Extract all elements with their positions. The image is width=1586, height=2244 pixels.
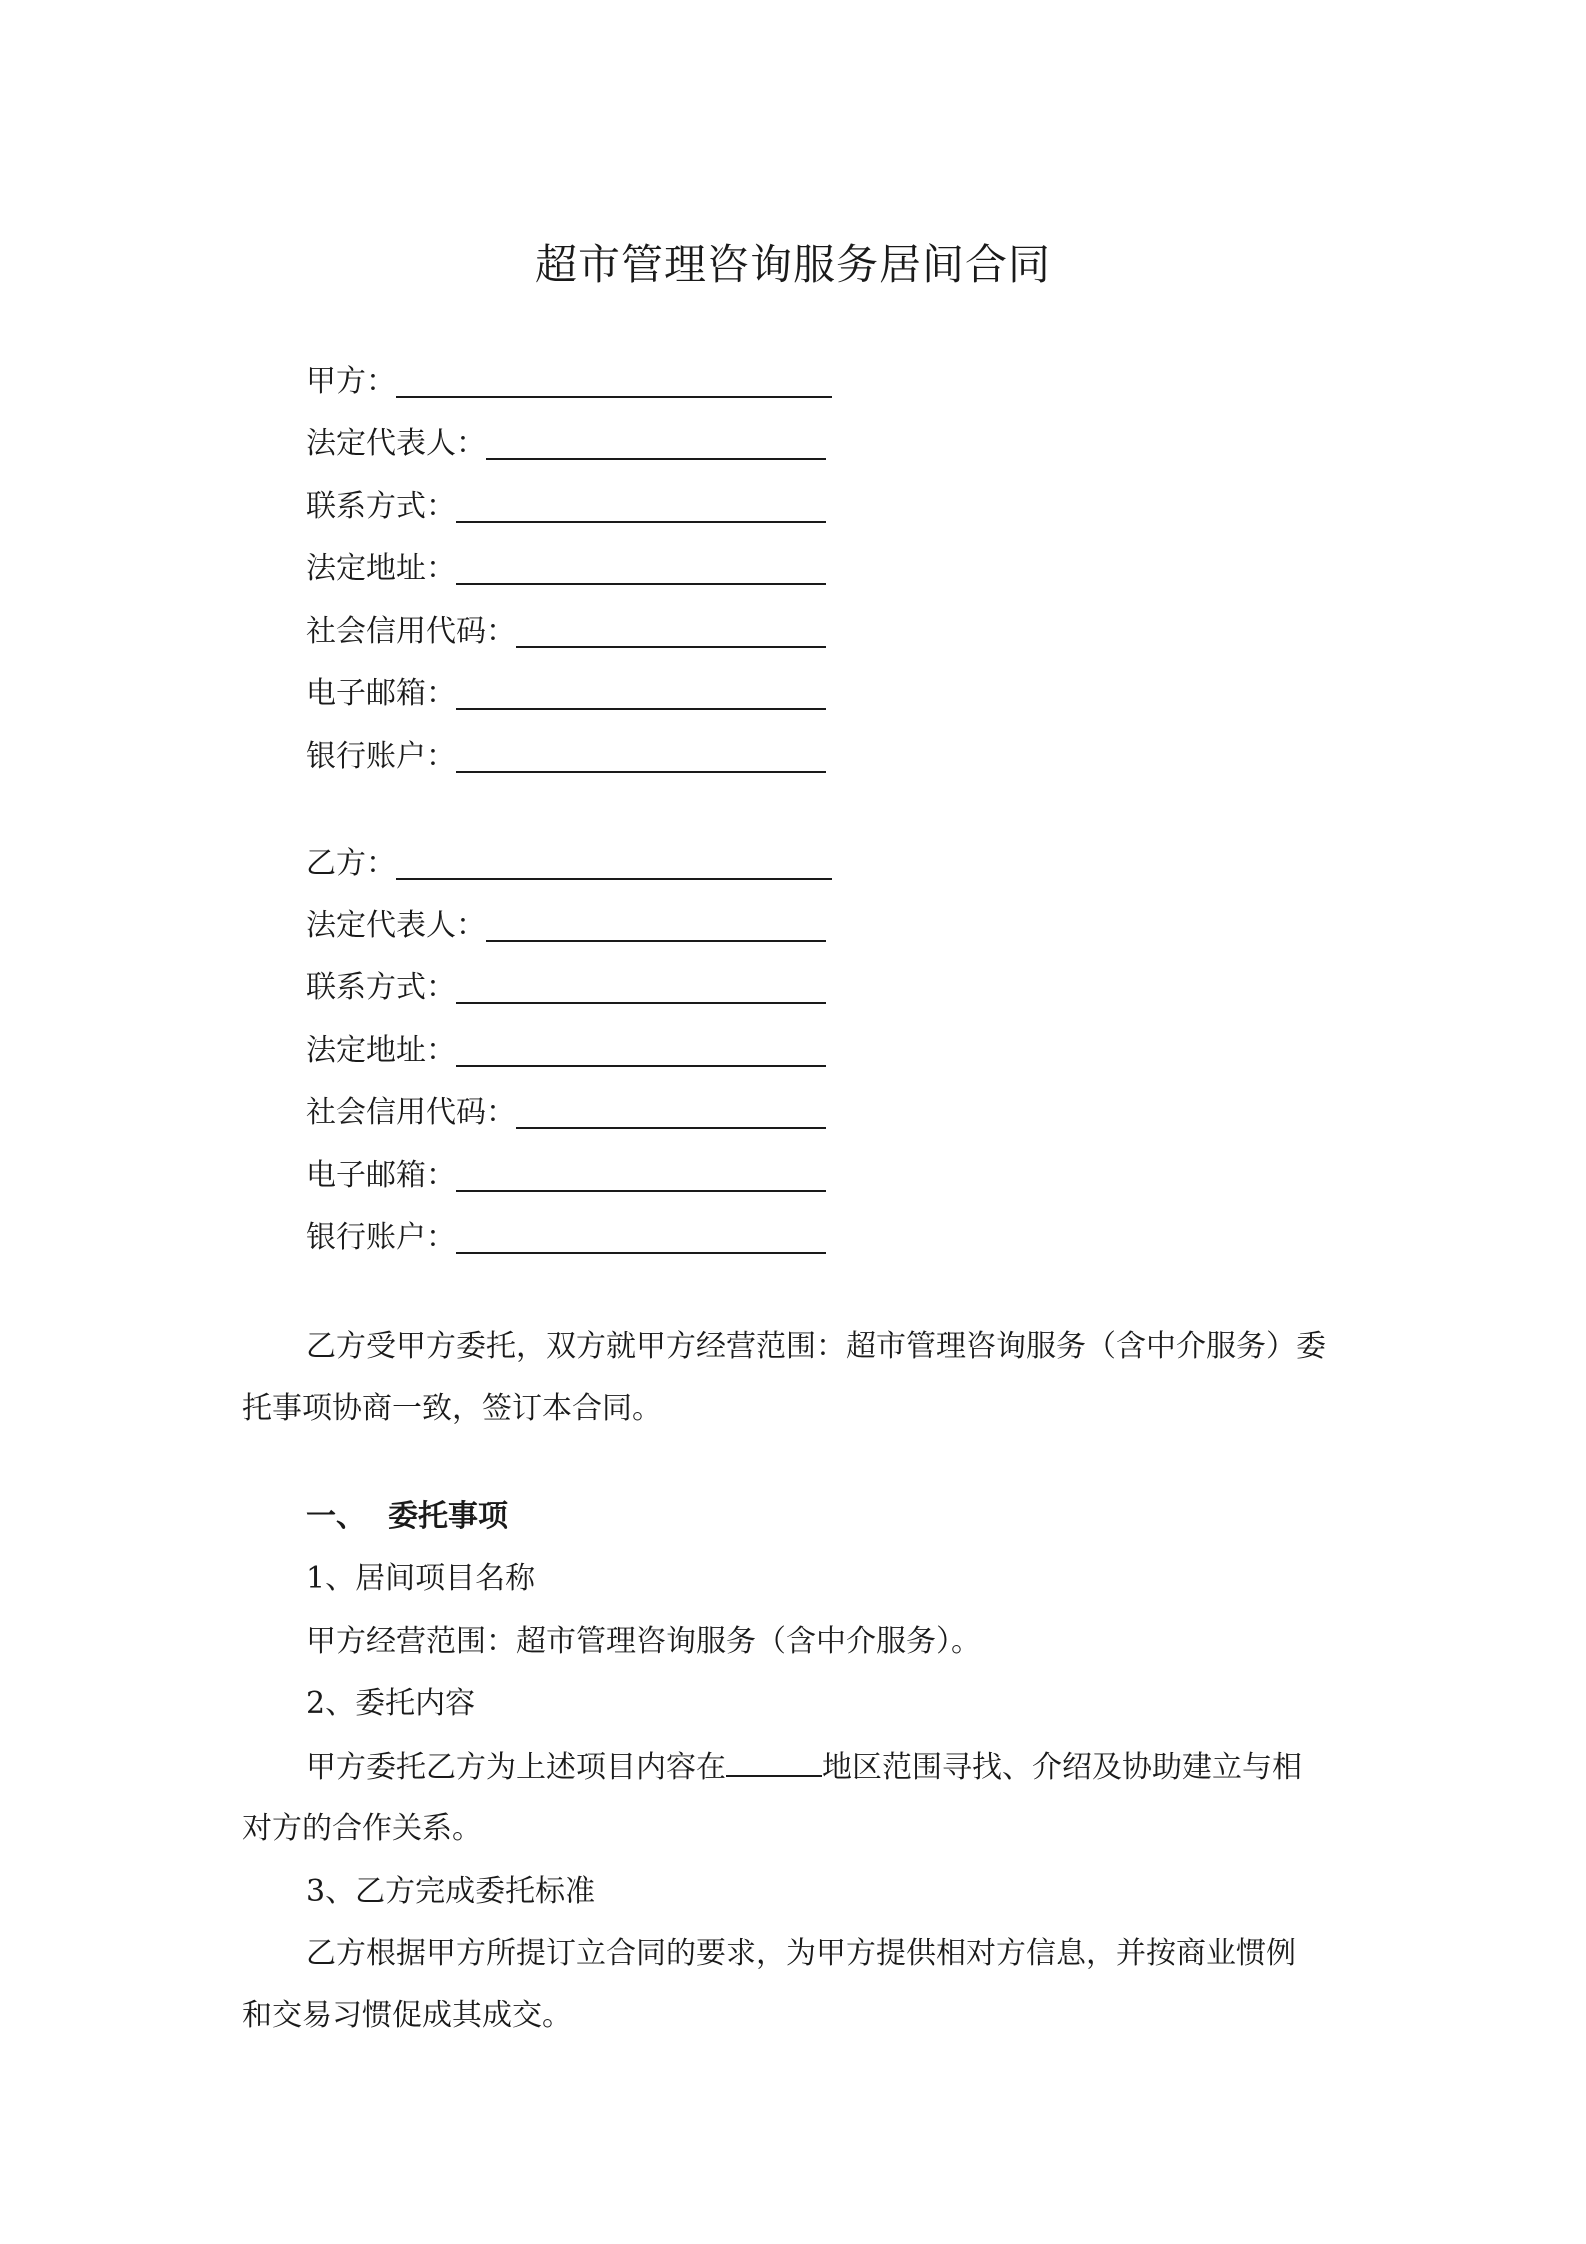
fill-in-line[interactable] (456, 771, 826, 773)
fill-in-line[interactable] (486, 940, 826, 942)
item2-text-line1 (306, 1745, 1302, 1790)
fill-in-line[interactable] (516, 1127, 826, 1129)
party-a-bank-account-field (306, 735, 826, 779)
intro-paragraph-line2: 托事项协商一致，签订本合同。 (242, 1391, 662, 1426)
field-label: 法定代表人： (306, 908, 486, 943)
party-b-contact-field (306, 966, 826, 1010)
document-title: 超市管理咨询服务居间合同 (534, 240, 1051, 289)
party-a-address-field (306, 547, 826, 591)
item3-text-line2: 和交易习惯促成其成交。 (242, 1998, 572, 2033)
fill-in-line[interactable] (396, 396, 832, 398)
item1-text: 甲方经营范围：超市管理咨询服务（含中介服务）。 (306, 1624, 981, 1659)
party-a-email-field (306, 672, 826, 716)
fill-in-line[interactable] (456, 708, 826, 710)
item2-text-part-a: 甲方委托乙方为上述项目内容在 (306, 1750, 726, 1785)
fill-in-line[interactable] (456, 1002, 826, 1004)
item2-text-line2: 对方的合作关系。 (242, 1811, 482, 1846)
field-label: 银行账户： (306, 739, 456, 774)
field-label: 联系方式： (306, 970, 456, 1005)
item2-title: 2、委托内容 (306, 1686, 476, 1721)
item3-text-line1: 乙方根据甲方所提订立合同的要求，为甲方提供相对方信息，并按商业惯例 (306, 1936, 1296, 1971)
party-a-legal-rep-field (306, 422, 826, 466)
fill-in-line[interactable] (516, 646, 826, 648)
field-label: 银行账户： (306, 1220, 456, 1255)
fill-in-line[interactable] (396, 878, 832, 880)
fill-in-line[interactable] (456, 1190, 826, 1192)
field-label: 联系方式： (306, 489, 456, 524)
party-a-name-field (306, 360, 832, 404)
region-blank-line[interactable] (726, 1745, 822, 1777)
fill-in-line[interactable] (456, 583, 826, 585)
party-b-name-field (306, 842, 832, 886)
fill-in-line[interactable] (456, 521, 826, 523)
field-label: 电子邮箱： (306, 1158, 456, 1193)
field-label: 法定地址： (306, 1033, 456, 1068)
party-b-address-field (306, 1029, 826, 1073)
field-label: 社会信用代码： (306, 1095, 516, 1130)
field-label: 法定代表人： (306, 426, 486, 461)
field-label: 甲方： (306, 364, 396, 399)
item1-title: 1、居间项目名称 (306, 1561, 536, 1596)
party-a-contact-field (306, 485, 826, 529)
field-label: 社会信用代码： (306, 614, 516, 649)
party-b-credit-code-field (306, 1091, 826, 1135)
fill-in-line[interactable] (456, 1065, 826, 1067)
fill-in-line[interactable] (486, 458, 826, 460)
field-label: 法定地址： (306, 551, 456, 586)
intro-paragraph-line1: 乙方受甲方委托，双方就甲方经营范围：超市管理咨询服务（含中介服务）委 (306, 1329, 1326, 1364)
fill-in-line[interactable] (456, 1252, 826, 1254)
party-a-credit-code-field (306, 610, 826, 654)
party-b-email-field (306, 1154, 826, 1198)
party-b-bank-account-field (306, 1216, 826, 1260)
section-number: 一、 (306, 1499, 366, 1534)
field-label: 乙方： (306, 846, 396, 881)
item3-title: 3、乙方完成委托标准 (306, 1874, 596, 1909)
field-label: 电子邮箱： (306, 676, 456, 711)
party-b-legal-rep-field (306, 904, 826, 948)
section-heading: 委托事项 (388, 1499, 508, 1534)
item2-text-part-b: 地区范围寻找、介绍及协助建立与相 (822, 1750, 1302, 1785)
